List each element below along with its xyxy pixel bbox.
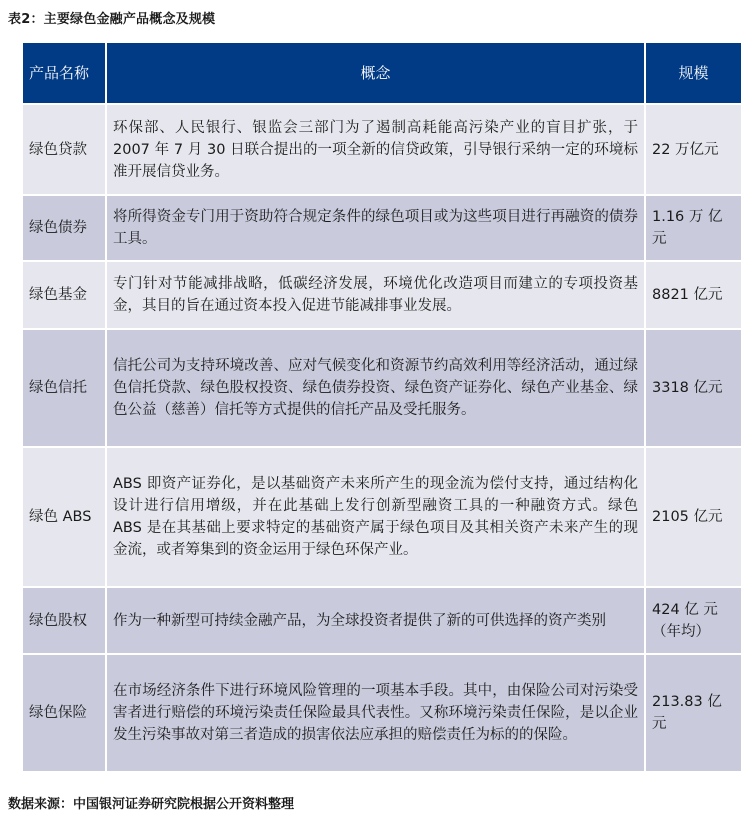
header-scale: 规模 <box>645 42 742 104</box>
table-caption: 表2：主要绿色金融产品概念及规模 <box>8 12 216 27</box>
product-name: 绿色 ABS <box>22 447 106 587</box>
product-concept: 信托公司为支持环境改善、应对气候变化和资源节约高效利用等经济活动，通过绿色信托贷款、绿色股权投资、绿色债券投资、绿色资产证券化、绿色产业基金、绿色公益（慈善）信托等方式提供的信托产品及受托服务。 <box>106 329 645 447</box>
product-scale: 3318 亿元 <box>645 329 742 447</box>
header-concept: 概念 <box>106 42 645 104</box>
product-scale: 424 亿 元（年均） <box>645 587 742 654</box>
table-row <box>22 195 742 261</box>
table-row <box>22 654 742 772</box>
product-name: 绿色保险 <box>22 654 106 772</box>
table-row <box>22 329 742 447</box>
product-concept: ABS 即资产证券化，是以基础资产未来所产生的现金流为偿付支持，通过结构化设计进行信用增级，并在此基础上发行创新型融资工具的一种融资方式。绿色 ABS 是在其基础上要求特定的基础资产属于绿色项目及其相关资产未来产生的现金流，或者筹集到的资金运用于绿色环保产业。 <box>106 447 645 587</box>
product-concept: 专门针对节能减排战略，低碳经济发展，环境优化改造项目而建立的专项投资基金，其目的旨在通过资本投入促进节能减排事业发展。 <box>106 261 645 329</box>
table-row <box>22 104 742 195</box>
product-scale: 1.16 万 亿元 <box>645 195 742 261</box>
table-row <box>22 447 742 587</box>
product-concept: 在市场经济条件下进行环境风险管理的一项基本手段。其中，由保险公司对污染受害者进行赔偿的环境污染责任保险最具代表性。又称环境污染责任保险，是以企业发生污染事故对第三者造成的损害依法应承担的赔偿责任为标的的保险。 <box>106 654 645 772</box>
product-name: 绿色信托 <box>22 329 106 447</box>
product-scale: 2105 亿元 <box>645 447 742 587</box>
product-name: 绿色股权 <box>22 587 106 654</box>
product-name: 绿色基金 <box>22 261 106 329</box>
data-source-note: 数据来源：中国银河证券研究院根据公开资料整理 <box>8 797 295 812</box>
product-scale: 8821 亿元 <box>645 261 742 329</box>
product-name: 绿色贷款 <box>22 104 106 195</box>
product-scale: 213.83 亿元 <box>645 654 742 772</box>
product-concept: 作为一种新型可持续金融产品，为全球投资者提供了新的可供选择的资产类别 <box>106 587 645 654</box>
header-product-name: 产品名称 <box>22 42 106 104</box>
product-name: 绿色债券 <box>22 195 106 261</box>
product-concept: 环保部、人民银行、银监会三部门为了遏制高耗能高污染产业的盲目扩张，于 2007 年 7 月 30 日联合提出的一项全新的信贷政策，引导银行采纳一定的环境标准开展信贷业务。 <box>106 104 645 195</box>
table-header-row <box>22 42 742 104</box>
product-scale: 22 万亿元 <box>645 104 742 195</box>
green-finance-table <box>21 41 743 773</box>
product-concept: 将所得资金专门用于资助符合规定条件的绿色项目或为这些项目进行再融资的债券工具。 <box>106 195 645 261</box>
table-row <box>22 587 742 654</box>
table-row <box>22 261 742 329</box>
